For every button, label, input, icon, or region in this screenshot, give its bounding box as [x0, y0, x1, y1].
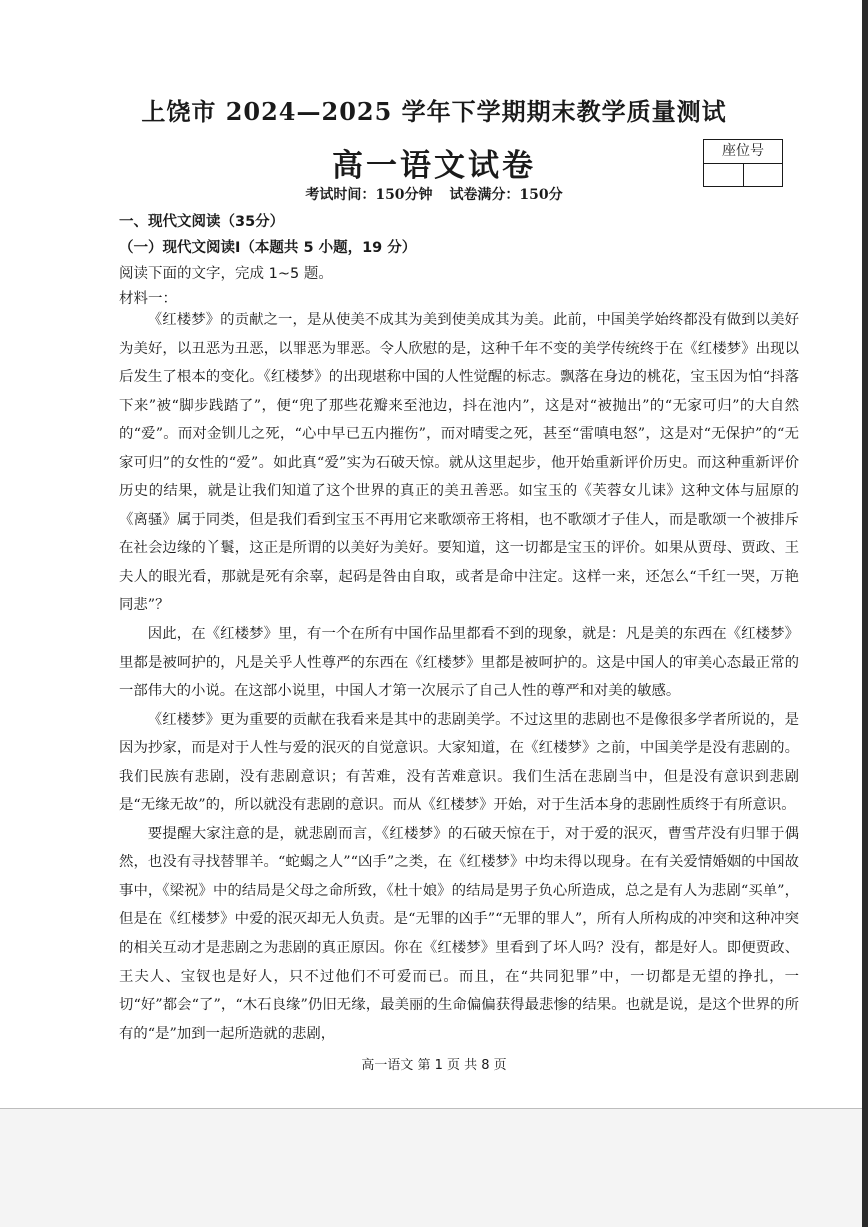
passage-paragraph: 因此，在《红楼梦》里，有一个在所有中国作品里都看不到的现象，就是：凡是美的东西在《红楼梦》里都是被呵护的，凡是关乎人性尊严的东西在《红楼梦》里都是被呵护的。这是中国人的审美心态最正常的一部伟大的小说。在这部小说里，中国人才第一次展示了自己人性的尊严和对美的敏感。: [119, 626, 799, 700]
reading-passage: [119, 306, 799, 1048]
exam-info: [0, 184, 868, 204]
exam-time: 考试时间：150分钟: [305, 187, 433, 203]
page-footer: 高一语文 第 1 页 共 8 页: [361, 1058, 507, 1073]
reading-instruction: 阅读下面的文字，完成 1~5 题。: [119, 266, 333, 282]
scan-edge-right: [862, 0, 868, 1227]
passage-paragraph: 《红楼梦》的贡献之一，是从使美不成其为美到使美成其为美。此前，中国美学始终都没有做到以美好为美好，以丑恶为丑恶，以罪恶为罪恶。令人欣慰的是，这种千年不变的美学传统终于在《红楼梦》出现以后发生了根本的变化。《红楼梦》的出现堪称中国的人性觉醒的标志。飘落在身边的桃花，宝玉因为怕“抖落下来”被“脚步践踏了”，便“兜了那些花瓣来至池边，抖在池内”，这是对“被抛出”的“无家可归”的大自然的“爱”。而对金钏儿之死，“心中早已五内摧伤”，而对晴雯之死，甚至“雷嗔电怒”，这是对“无保护”的“无家可归”的女性的“爱”。如此真“爱”实为石破天惊。就从这里起步，他开始重新评价历史。而这种重新评价历史的结果，就是让我们知道了这个世界的真正的美丑善恶。如宝玉的《芙蓉女儿诔》这种文体与屈原的《离骚》属于同类，但是我们看到宝玉不再用它来歌颂帝王将相，也不歌颂才子佳人，而是歌颂一个被排斥在社会边缘的丫鬟，这正是所谓的以美好为美好。要知道，这一切都是宝玉的评价。如果从贾母、贾政、王夫人的眼光看，那就是死有余辜，起码是咎由自取，或者是命中注定。这样一来，还怎么“千红一哭，万艳同悲”？: [119, 312, 799, 614]
subsection-heading: （一）现代文阅读Ⅰ（本题共 5 小题，19 分）: [119, 240, 417, 256]
passage-paragraph: 《红楼梦》更为重要的贡献在我看来是其中的悲剧美学。不过这里的悲剧也不是像很多学者所说的，是因为抄家，而是对于人性与爱的泯灭的自觉意识。大家知道，在《红楼梦》之前，中国美学是没有悲剧的。我们民族有悲剧，没有悲剧意识；有苦难，没有苦难意识。我们生活在悲剧当中，但是没有意识到悲剧是“无缘无故”的，所以就没有悲剧的意识。而从《红楼梦》开始，对于生活本身的悲剧性质终于有所意识。: [119, 711, 799, 814]
exam-title: 上饶市 2024—2025 学年下学期期末教学质量测试: [141, 97, 727, 126]
full-score: 试卷满分：150分: [449, 187, 563, 203]
material-label: 材料一：: [119, 291, 177, 307]
seat-number-label: 座位号: [704, 140, 782, 164]
passage-paragraph: 要提醒大家注意的是，就悲剧而言，《红楼梦》的石破天惊在于，对于爱的泯灭，曹雪芹没有归罪于偶然，也没有寻找替罪羊。“蛇蝎之人”“凶手”之类，在《红楼梦》中均未得以现身。在有关爱情婚姻的中国故事中，《梁祝》中的结局是父母之命所致，《杜十娘》的结局是男子负心所造成，总之是有人为悲剧“买单”，但是在《红楼梦》中爱的泯灭却无人负责。是“无罪的凶手”“无罪的罪人”，所有人所构成的冲突和这种冲突的相关互动才是悲剧之为悲剧的真正原因。你在《红楼梦》里看到了坏人吗？没有，都是好人。即便贾政、王夫人、宝钗也是好人，只不过他们不可爱而已。而且，在“共同犯罪”中，一切都是无望的挣扎，一切“好”都会“了”，“木石良缘”仍旧无缘，最美丽的生命偏偏获得最悲惨的结果。也就是说，是这个世界的所有的“是”加到一起所造就的悲剧，: [119, 825, 799, 1042]
subject-title: 高一语文试卷: [332, 148, 536, 184]
seat-number-box[interactable]: [703, 139, 783, 187]
scan-margin-bottom: [0, 1108, 868, 1227]
section-heading: 一、现代文阅读（35分）: [119, 214, 285, 230]
